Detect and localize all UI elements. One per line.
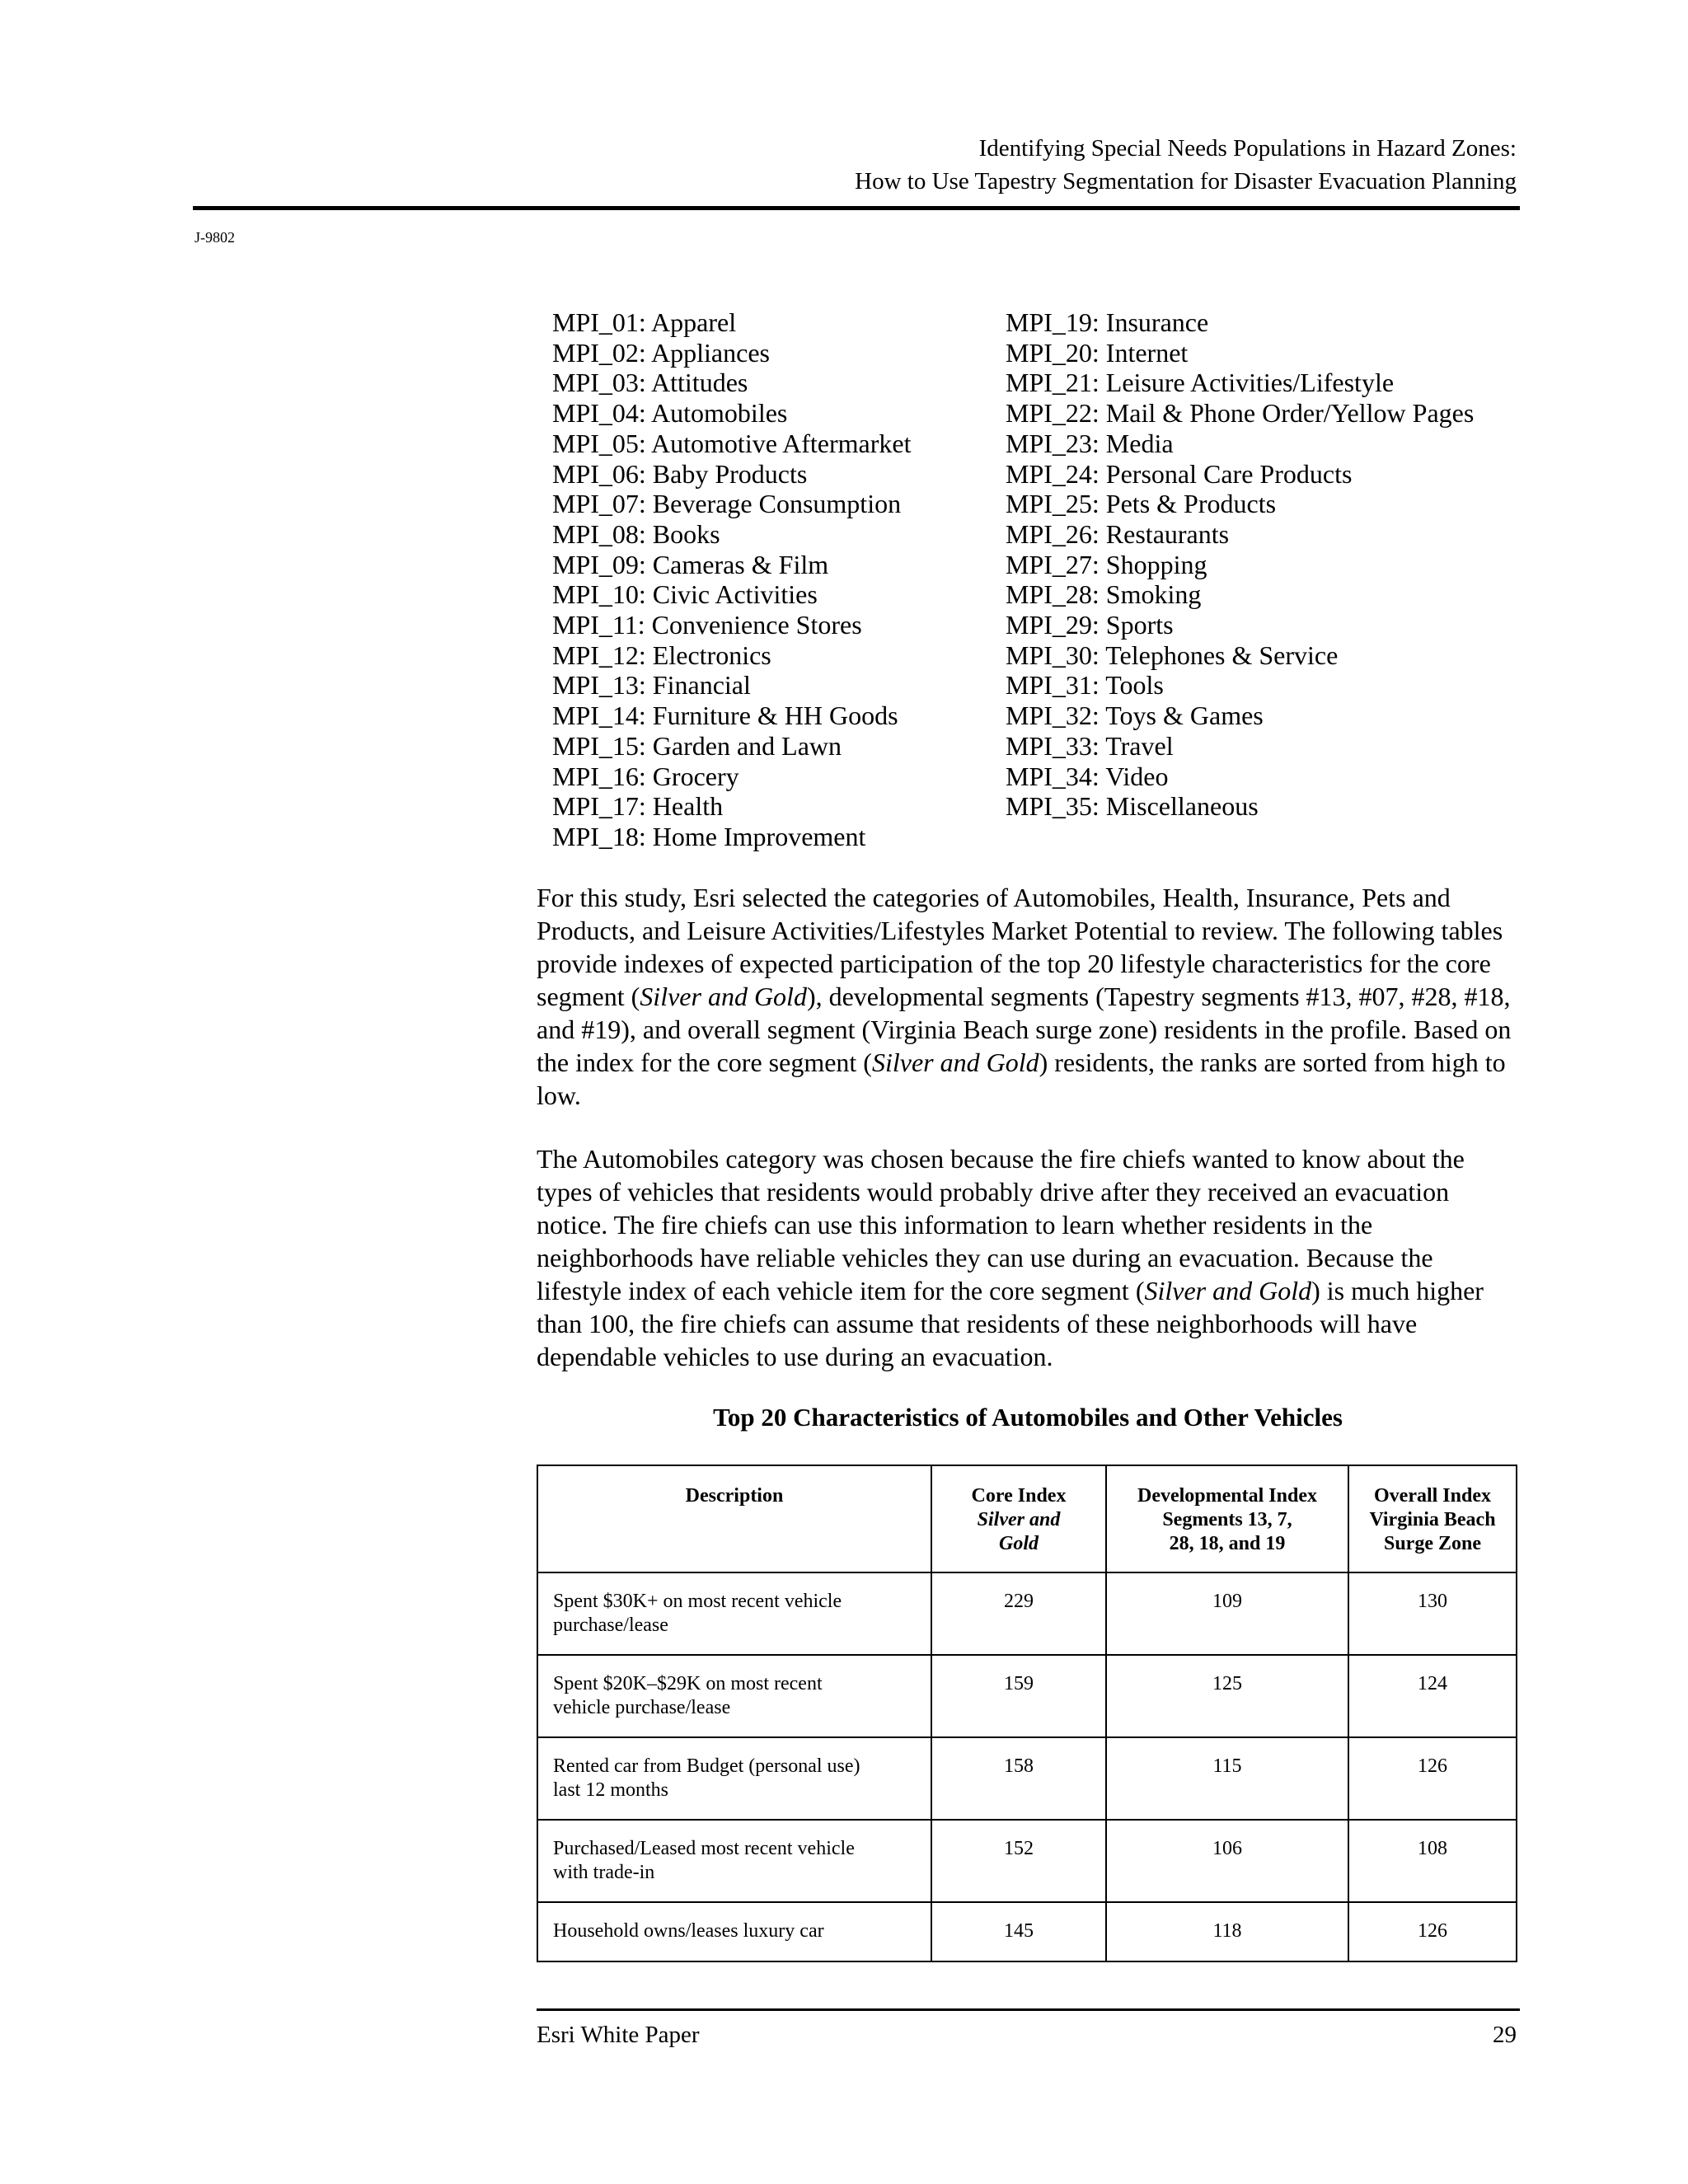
- table-header-row: [537, 1465, 1517, 1572]
- mpi-item: MPI_32: Toys & Games: [1006, 701, 1264, 731]
- mpi-item: MPI_35: Miscellaneous: [1006, 791, 1259, 822]
- mpi-item: MPI_19: Insurance: [1006, 307, 1209, 337]
- mpi-item: MPI_16: Grocery: [552, 761, 739, 791]
- mpi-item: MPI_18: Home Improvement: [552, 821, 866, 851]
- mpi-item: MPI_04: Automobiles: [552, 398, 788, 429]
- core-index-cell: 152: [931, 1820, 1106, 1902]
- core-index-cell: 145: [931, 1902, 1106, 1961]
- overall-index-cell: 124: [1348, 1655, 1517, 1737]
- header-developmental-index: Developmental Index Segments 13, 7, 28, 18, and 19: [1106, 1465, 1348, 1572]
- mpi-item: MPI_25: Pets & Products: [1006, 489, 1277, 519]
- mpi-item: MPI_10: Civic Activities: [552, 579, 818, 610]
- mpi-item: MPI_01: Apparel: [552, 307, 737, 337]
- mpi-item: MPI_05: Automotive Aftermarket: [552, 428, 912, 458]
- mpi-item: MPI_27: Shopping: [1006, 549, 1207, 579]
- mpi-item: MPI_30: Telephones & Service: [1006, 640, 1339, 670]
- mpi-list-left: [552, 307, 912, 852]
- row-description: Household owns/leases luxury car: [537, 1902, 931, 1961]
- mpi-item: MPI_06: Baby Products: [552, 458, 808, 489]
- overall-index-cell: 108: [1348, 1820, 1517, 1902]
- mpi-item: MPI_12: Electronics: [552, 640, 771, 670]
- mpi-item: MPI_03: Attitudes: [552, 368, 748, 398]
- table-row: [537, 1902, 1517, 1961]
- automobiles-paragraph: The Automobiles category was chosen because the fire chiefs wanted to know about the types of vehicles that residents would probably drive after they received an evacuation notice. The fire chiefs can use this information to learn whether residents in the neighborhoods have reliable vehicles they can use during an evacuation. Because the lifestyle index of each vehicle item for the core segment (Silver and Gold) is much higher than 100, the fire chiefs can assume that residents of these neighborhoods will have dependable vehicles to use during an evacuation.: [537, 1144, 1484, 1371]
- row-description: Rented car from Budget (personal use) last 12 months: [537, 1737, 931, 1820]
- mpi-item: MPI_17: Health: [552, 791, 724, 822]
- core-index-cell: 158: [931, 1737, 1106, 1820]
- mpi-item: MPI_09: Cameras & Film: [552, 549, 829, 579]
- mpi-item: MPI_34: Video: [1006, 761, 1169, 791]
- footer-publication: Esri White Paper: [537, 2022, 700, 2048]
- row-description: Spent $20K–$29K on most recent vehicle purchase/lease: [537, 1655, 931, 1737]
- mpi-item: MPI_13: Financial: [552, 670, 751, 701]
- table-row: [537, 1820, 1517, 1902]
- developmental-index-cell: 109: [1106, 1572, 1348, 1655]
- mpi-item: MPI_26: Restaurants: [1006, 518, 1230, 549]
- row-description: Purchased/Leased most recent vehicle with trade-in: [537, 1820, 931, 1902]
- table-row: [537, 1655, 1517, 1737]
- mpi-item: MPI_22: Mail & Phone Order/Yellow Pages: [1006, 398, 1475, 429]
- running-header: [855, 132, 1517, 198]
- row-description: Spent $30K+ on most recent vehicle purchase/lease: [537, 1572, 931, 1655]
- mpi-item: MPI_02: Appliances: [552, 337, 770, 368]
- header-description: Description: [537, 1465, 931, 1572]
- developmental-index-cell: 125: [1106, 1655, 1348, 1737]
- mpi-item: MPI_29: Sports: [1006, 610, 1174, 640]
- header-overall-index: Overall Index Virginia Beach Surge Zone: [1348, 1465, 1517, 1572]
- overall-index-cell: 126: [1348, 1737, 1517, 1820]
- mpi-item: MPI_08: Books: [552, 518, 720, 549]
- header-line-1: Identifying Special Needs Populations in Hazard Zones:: [978, 135, 1517, 162]
- mpi-item: MPI_20: Internet: [1006, 337, 1189, 368]
- automobiles-table: [537, 1465, 1517, 1962]
- header-core-index: Core Index Silver and Gold: [931, 1465, 1106, 1572]
- mpi-item: MPI_11: Convenience Stores: [552, 610, 862, 640]
- header-line-2: How to Use Tapestry Segmentation for Disaster Evacuation Planning: [855, 168, 1517, 194]
- mpi-item: MPI_15: Garden and Lawn: [552, 730, 842, 761]
- study-paragraph: For this study, Esri selected the categories of Automobiles, Health, Insurance, Pets and Products, and Leisure Activities/Lifestyles Market Potential to review. The following tables provide indexes of expected participation of the top 20 lifestyle characteristics for the core segment (Silver and Gold), developmental segments (Tapestry segments #13, #07, #28, #18, and #19), and overall segment (Virginia Beach surge zone) residents in the profile. Based on the index for the core segment (Silver and Gold) residents, the ranks are sorted from high to low.: [537, 883, 1512, 1110]
- mpi-item: MPI_23: Media: [1006, 428, 1174, 458]
- developmental-index-cell: 106: [1106, 1820, 1348, 1902]
- document-id: J-9802: [195, 229, 235, 246]
- overall-index-cell: 130: [1348, 1572, 1517, 1655]
- footer-rule: [537, 2008, 1520, 2011]
- mpi-item: MPI_28: Smoking: [1006, 579, 1202, 610]
- table-row: [537, 1572, 1517, 1655]
- mpi-item: MPI_21: Leisure Activities/Lifestyle: [1006, 368, 1395, 398]
- table-row: [537, 1737, 1517, 1820]
- overall-index-cell: 126: [1348, 1902, 1517, 1961]
- mpi-item: MPI_24: Personal Care Products: [1006, 458, 1353, 489]
- developmental-index-cell: 115: [1106, 1737, 1348, 1820]
- mpi-item: MPI_31: Tools: [1006, 670, 1164, 701]
- core-index-cell: 229: [931, 1572, 1106, 1655]
- core-index-cell: 159: [931, 1655, 1106, 1737]
- mpi-list-right: [1006, 307, 1474, 822]
- mpi-item: MPI_14: Furniture & HH Goods: [552, 701, 898, 731]
- mpi-item: MPI_33: Travel: [1006, 730, 1174, 761]
- mpi-item: MPI_07: Beverage Consumption: [552, 489, 902, 519]
- header-rule: [193, 206, 1520, 210]
- table-title: Top 20 Characteristics of Automobiles and Other Vehicles: [713, 1403, 1343, 1432]
- developmental-index-cell: 118: [1106, 1902, 1348, 1961]
- page-number: 29: [1493, 2022, 1517, 2048]
